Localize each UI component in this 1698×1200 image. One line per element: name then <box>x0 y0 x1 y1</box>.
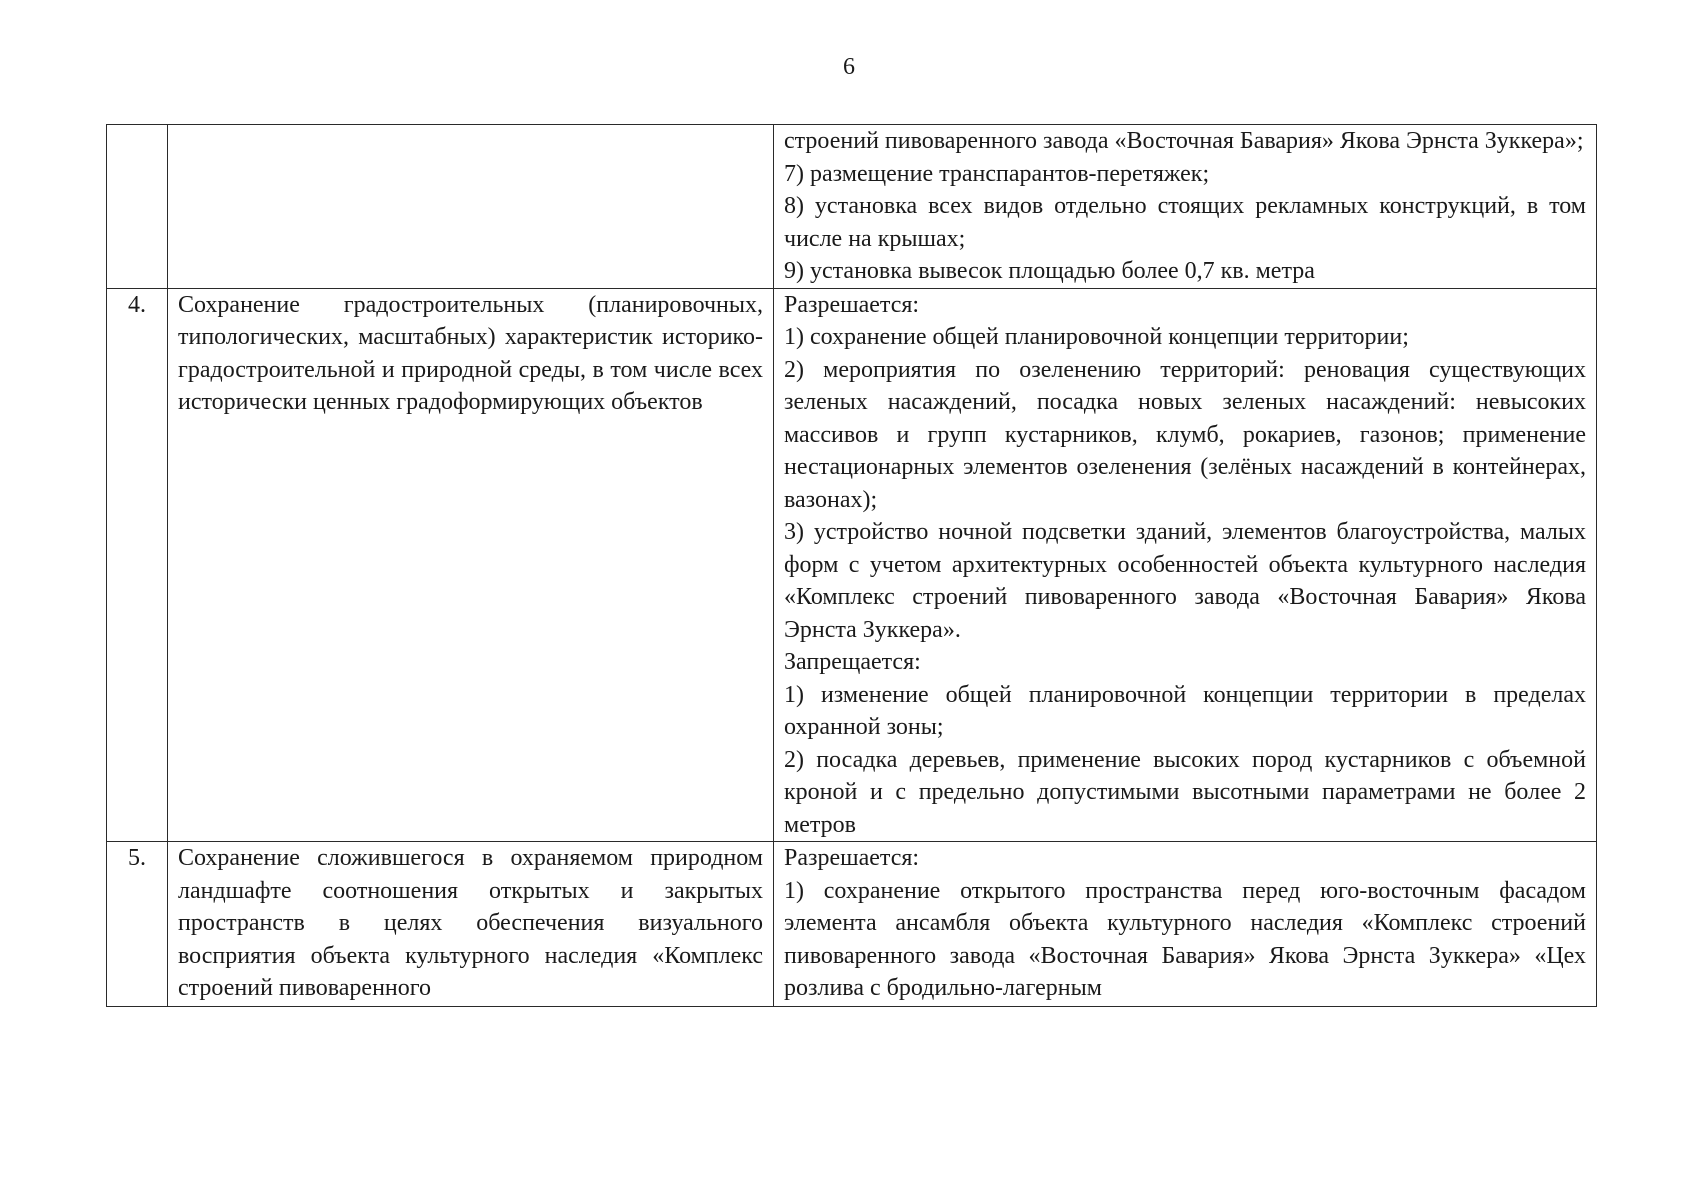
regime-heading-allowed: Разрешается: <box>784 291 920 318</box>
regime-paragraph: строений пивоваренного завода «Восточная Бавария» Якова Эрнста Зуккера»; <box>784 128 1584 154</box>
regime-heading-prohibited: Запрещается: <box>784 649 921 675</box>
requirement-clip <box>178 842 763 1004</box>
requirement-cell <box>168 125 774 289</box>
regime-cell <box>774 125 1597 289</box>
regime-paragraph: 2) посадка деревьев, применение высоких пород кустарников с объемной кроной и с предельно допустимыми высотными параметрами не более 2 метров <box>784 746 1586 838</box>
row-number-cell: 5. <box>107 842 168 1007</box>
page-number: 6 <box>843 54 855 80</box>
row-number-cell: 4. <box>107 288 168 842</box>
regime-cell <box>774 842 1597 1007</box>
regime-paragraph: 1) сохранение общей планировочной концепции территории; <box>784 324 1409 350</box>
regime-paragraph: 7) размещение транспарантов-перетяжек; <box>784 160 1210 187</box>
regime-paragraph: 1) изменение общей планировочной концепции территории в пределах охранной зоны; <box>784 681 1586 740</box>
regime-paragraph: 8) установка всех видов отдельно стоящих рекламных конструкций, в том числе на крышах; <box>784 193 1586 252</box>
table-row <box>107 125 1597 289</box>
table-row <box>107 842 1597 1007</box>
regime-paragraph: 3) устройство ночной подсветки зданий, элементов благоустройства, малых форм с учетом архитектурных особенностей объекта культурного наследия «Комплекс строений пивоваренного завода «Восточная Бавария» Якова Эрнста Зуккера». <box>784 519 1586 643</box>
regime-cell <box>774 288 1597 842</box>
regime-clip <box>784 842 1586 1004</box>
regime-paragraph: 1) сохранение открытого пространства перед юго-восточным фасадом элемента ансамбля объекта культурного наследия «Комплекс строений пивоваренного завода «Восточная Бавария» Якова Эрнста Зуккера» «Цех розлива с бродильно-лагерным <box>784 877 1586 1001</box>
requirement-cell <box>168 842 774 1007</box>
regime-heading-allowed: Разрешается: <box>784 845 920 871</box>
table-row <box>107 288 1597 842</box>
regulations-table <box>106 124 1597 1007</box>
regime-paragraph: 2) мероприятия по озеленению территорий: реновация существующих зеленых насаждений, посадка новых зеленых насаждений: невысоких массивов и групп кустарников, клумб, рокариев, газонов; применение нестационарных элементов озеленения (зелёных насаждений в контейнерах, вазонах); <box>784 356 1586 513</box>
requirement-text: Сохранение сложившегося в охраняемом природном ландшафте соотношения открытых и закрытых пространств в целях обеспечения визуального восприятия объекта культурного наследия «Комплекс строений пивоваренного <box>178 845 763 1001</box>
regime-paragraph: 9) установка вывесок площадью более 0,7 кв. метра <box>784 258 1315 284</box>
row-number-cell <box>107 125 168 289</box>
requirement-text: Сохранение градостроительных (планировочных, типологических, масштабных) характеристик историко-градостроительной и природной среды, в том числе всех исторически ценных градоформирующих объектов <box>178 291 763 415</box>
requirement-cell <box>168 288 774 842</box>
